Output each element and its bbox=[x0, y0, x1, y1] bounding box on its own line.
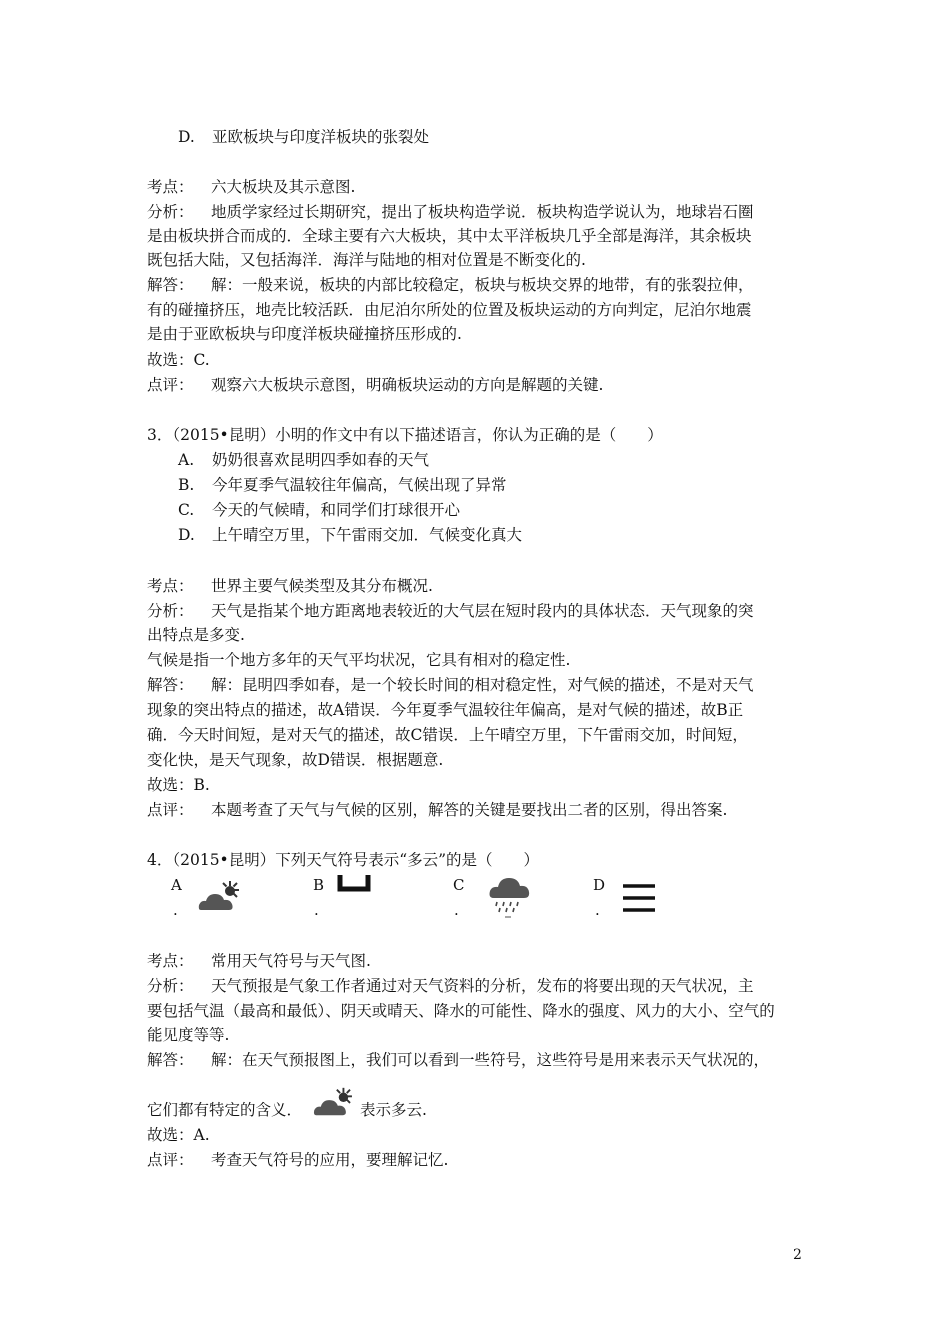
q4-option-a-dot: . bbox=[173, 901, 178, 919]
q4-option-c-dot: . bbox=[454, 901, 459, 919]
q3-stem: 3．（2015•昆明）小明的作文中有以下描述语言，你认为正确的是（ ） bbox=[147, 426, 663, 444]
q3-guxuan: 故选：B. bbox=[147, 776, 210, 794]
q4-option-c-letter: C bbox=[453, 876, 465, 894]
q4-dianping: 点评： 考查天气符号的应用，要理解记忆. bbox=[147, 1151, 449, 1169]
q3-jieda-line: 变化快，是天气现象，故D错误．根据题意. bbox=[147, 751, 444, 769]
q4-option-b-letter: B bbox=[313, 876, 325, 894]
q4-stem: 4．（2015•昆明）下列天气符号表示“多云”的是（ ） bbox=[147, 851, 540, 869]
q3-dianping: 点评： 本题考查了天气与气候的区别，解答的关键是要找出二者的区别，得出答案. bbox=[147, 801, 728, 819]
q4-jieda: 解答： 解：在天气预报图上，我们可以看到一些符号，这些符号是用来表示天气状况的， bbox=[147, 1051, 770, 1069]
q3-option-d: D. 上午晴空万里，下午雷雨交加．气候变化真大 bbox=[178, 526, 523, 544]
q2-fenxi-line: 既包括大陆，又包括海洋．海洋与陆地的相对位置是不断变化的. bbox=[147, 251, 586, 269]
q4-option-d-dot: . bbox=[595, 901, 600, 919]
q3-fenxi-line: 气候是指一个地方多年的天气平均状况，它具有相对的稳定性. bbox=[147, 651, 571, 669]
cloudy-sun-icon bbox=[197, 878, 243, 914]
q4-guxuan: 故选：A. bbox=[147, 1126, 210, 1144]
cloudy-sun-icon bbox=[311, 1085, 357, 1119]
q4-jieda-line2: 它们都有特定的含义． 表示多云. bbox=[147, 1101, 427, 1119]
q3-option-b: B. 今年夏季气温较往年偏高，气候出现了异常 bbox=[178, 476, 507, 494]
q3-fenxi: 分析： 天气是指某个地方距离地表较近的大气层在短时段内的具体状态．天气现象的突 bbox=[147, 602, 754, 620]
q3-option-c: C. 今天的气候晴，和同学们打球很开心 bbox=[178, 501, 461, 519]
q2-jieda-line: 是由于亚欧板块与印度洋板块碰撞挤压形成的. bbox=[147, 325, 462, 343]
q3-fenxi-line: 出特点是多变. bbox=[147, 626, 245, 644]
bracket-symbol-icon bbox=[337, 874, 373, 892]
q4-fenxi: 分析： 天气预报是气象工作者通过对天气资料的分析，发布的将要出现的天气状况，主 bbox=[147, 977, 754, 995]
q2-fenxi-line: 是由板块拼合而成的．全球主要有六大板块，其中太平洋板块几乎全部是海洋，其余板块 bbox=[147, 227, 752, 245]
q2-kaodian: 考点： 六大板块及其示意图. bbox=[147, 178, 356, 196]
q4-option-a-letter: A bbox=[171, 876, 182, 894]
three-lines-icon bbox=[622, 883, 656, 913]
q2-jieda: 解答： 解：一般来说，板块的内部比较稳定，板块与板块交界的地带，有的张裂拉伸， bbox=[147, 276, 754, 294]
q4-kaodian: 考点： 常用天气符号与天气图. bbox=[147, 952, 371, 970]
q2-jieda-line: 有的碰撞挤压，地壳比较活跃．由尼泊尔所处的位置及板块运动的方向判定，尼泊尔地震 bbox=[147, 301, 752, 319]
q3-jieda-line: 现象的突出特点的描述，故A错误．今年夏季气温较往年偏高，是对气候的描述，故B正 bbox=[147, 701, 744, 719]
q2-option-d: D. 亚欧板块与印度洋板块的张裂处 bbox=[178, 128, 430, 146]
q3-kaodian: 考点： 世界主要气候类型及其分布概况. bbox=[147, 577, 433, 595]
q2-fenxi: 分析： 地质学家经过长期研究，提出了板块构造学说．板块构造学说认为，地球岩石圈 bbox=[147, 203, 754, 221]
rain-cloud-icon bbox=[488, 872, 532, 918]
q2-guxuan: 故选：C. bbox=[147, 351, 210, 369]
q3-jieda-line: 确．今天时间短，是对天气的描述，故C错误．上午晴空万里，下午雷雨交加，时间短， bbox=[147, 726, 748, 744]
q4-fenxi-line: 能见度等等. bbox=[147, 1026, 230, 1044]
page-number: 2 bbox=[793, 1247, 802, 1263]
q3-option-a: A. 奶奶很喜欢昆明四季如春的天气 bbox=[178, 451, 430, 469]
q4-option-d-letter: D bbox=[593, 876, 606, 894]
q3-jieda: 解答： 解：昆明四季如春，是一个较长时间的相对稳定性，对气候的描述，不是对天气 bbox=[147, 676, 754, 694]
q4-fenxi-line: 要包括气温（最高和最低）、阴天或晴天、降水的可能性、降水的强度、风力的大小、空气的 bbox=[147, 1002, 775, 1020]
q4-option-b-dot: . bbox=[314, 901, 319, 919]
q2-dianping: 点评： 观察六大板块示意图，明确板块运动的方向是解题的关键. bbox=[147, 376, 604, 394]
